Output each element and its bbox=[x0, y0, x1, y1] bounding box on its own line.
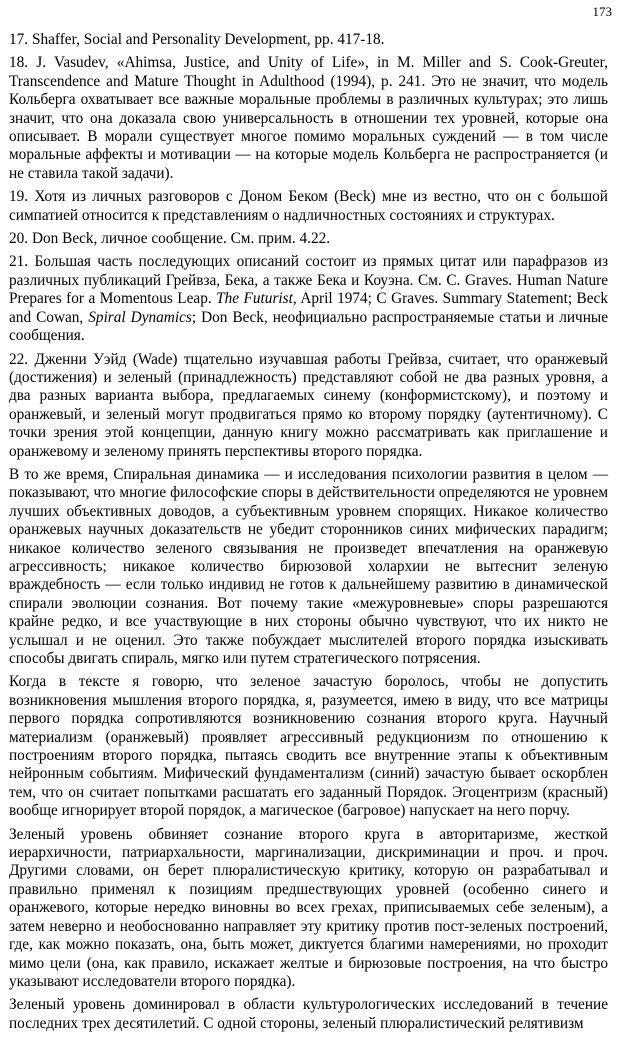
paragraph bbox=[9, 54, 608, 183]
paragraph bbox=[9, 996, 608, 1033]
page-number: 173 bbox=[592, 4, 612, 19]
paragraph bbox=[9, 31, 608, 49]
paragraph bbox=[9, 466, 608, 668]
paragraph bbox=[9, 188, 608, 225]
text-segment: 20. Don Beck, личное сообщение. См. прим. 4.22. bbox=[9, 230, 331, 248]
italic-text-segment: The Futurist bbox=[216, 290, 293, 308]
notes-body bbox=[9, 31, 608, 1038]
text-segment: 19. Хотя из личных разговоров с Доном Беком (Beck) мне из вестно, что он с большой симпатией относится к представлениям о надличностных состояниях и структурах. bbox=[9, 188, 608, 224]
text-segment: В то же время, Спиральная динамика — и исследования психологии развития в целом — показывают, что многие философские споры в действительности определяются не уровнем лучших объективных доводов, а субъективным уровнем спорящих. Никакое количество оранжевых научных доказательств не убедит сторонников синих мифических парадигм; никакое количество зеленого связывания не произведет впечатления на оранжевую агрессивность; никакое количество бирюзовой холархии не вытеснит зеленую враждебность — если только индивид не готов к дальнейшему развитию в динамической спирали эволюции сознания. Вот почему такие «межуровневые» споры разрешаются крайне редко, и все участвующие в них стороны обычно чувствуют, что их никто не услышал и не оценил. Это также побуждает мыслителей второго порядка изыскивать способы двигать спираль, мягко или путем стратегического потрясения. bbox=[9, 465, 608, 667]
text-segment: 17. Shaffer, Social and Personality Development, pp. 417-18. bbox=[9, 31, 385, 48]
text-segment: 18. J. Vasudev, «Ahimsa, Justice, and Unity of Life», in M. Miller and S. Cook-Greuter, Transcendence and Mature Thought in Adulthood (1994), p. 241. Это не значит, что модель Кольберга охватывает все важные моральные проблемы в различных культурах; это лишь значит, что она доказала свою универсальность в отношении тех уровней, которые она описывает. В морали существует многое помимо моральных суждений — в том числе моральные аффекты и мотивации — на которые модель Кольберга не распространяется (и не ставила такой задачи). bbox=[9, 54, 608, 182]
text-segment: Когда в тексте я говорю, что зеленое зачастую боролось, чтобы не допустить возникновения мышления второго порядка, я, разумеется, имею в виду, что все матрицы первого порядка сопротивляются возникновению сознания второго круга. Научный материализм (оранжевый) проявляет агрессивный редукционизм по отношению к построениям второго порядка, пытаясь сводить все внутренние этапы к объективным нейронным событиям. Мифический фундаментализм (синий) зачастую бывает оскорблен тем, что он считает попытками расшатать его заданный Порядок. Эгоцентризм (красный) вообще игнорирует второй порядок, а магическое (багровое) напускает на него порчу. bbox=[9, 673, 608, 820]
text-segment: Зеленый уровень обвиняет сознание второго круга в авторитаризме, жесткой иерархичности, патриархальности, маргинализации, дискриминации и проч. и проч. Другими словами, он берет плюралистическую критику, которую он разрабатывал и правильно применял к позициям предшествующих уровней (особенно синего и оранжевого, которые нередко виновны во всех грехах, приписываемых себе зеленым), а затем неверно и необоснованно направляет эту критику против пост-зеленых построений, где, как можно показать, она, быть может, диктуется благими намерениями, но проходит мимо цели (она, как правило, искажает желтые и бирюзовые построения, на что быстро указывают исследователи второго порядка). bbox=[9, 825, 608, 990]
paragraph bbox=[9, 673, 608, 820]
italic-text-segment: Spiral Dynamics bbox=[88, 308, 192, 326]
text-segment: 22. Дженни Уэйд (Wade) тщательно изучавшая работы Грейвза, считает, что оранжевый (достижения) и зеленый (принадлежность) представляют собой не два разных уровня, а два разных варианта выбора, предлагаемых синему (конформистскому), и поэтому и оранжевый, и зеленый могут продвигаться прямо ко второму порядку (аутентичному). С точки зрения этой концепции, данную книгу можно рассматривать как приглашение и оранжевому и зеленому принять перспективы второго порядка. bbox=[9, 350, 608, 460]
paragraph bbox=[9, 253, 608, 345]
text-segment: 21. Большая часть последующих описаний состоит из прямых цитат или парафразов из различных публикаций Грейвза, Бека, а также Бека и Коуэна. См. С. Graves. Human Nature Prepares for a Momentous Leap. bbox=[9, 253, 608, 308]
paragraph bbox=[9, 230, 608, 248]
text-segment: Зеленый уровень доминировал в области культурологических исследований в течение последних трех десятилетий. С одной стороны, зеленый плюралистический релятивизм bbox=[9, 996, 608, 1032]
paragraph bbox=[9, 826, 608, 992]
paragraph bbox=[9, 351, 608, 461]
text-segment: , April 1974; С Graves. Summary Statement; Beck and Cowan, bbox=[9, 290, 608, 326]
text-segment: ; Don Beck, неофициально распространяемые статьи и личные сообщения. bbox=[9, 308, 608, 345]
